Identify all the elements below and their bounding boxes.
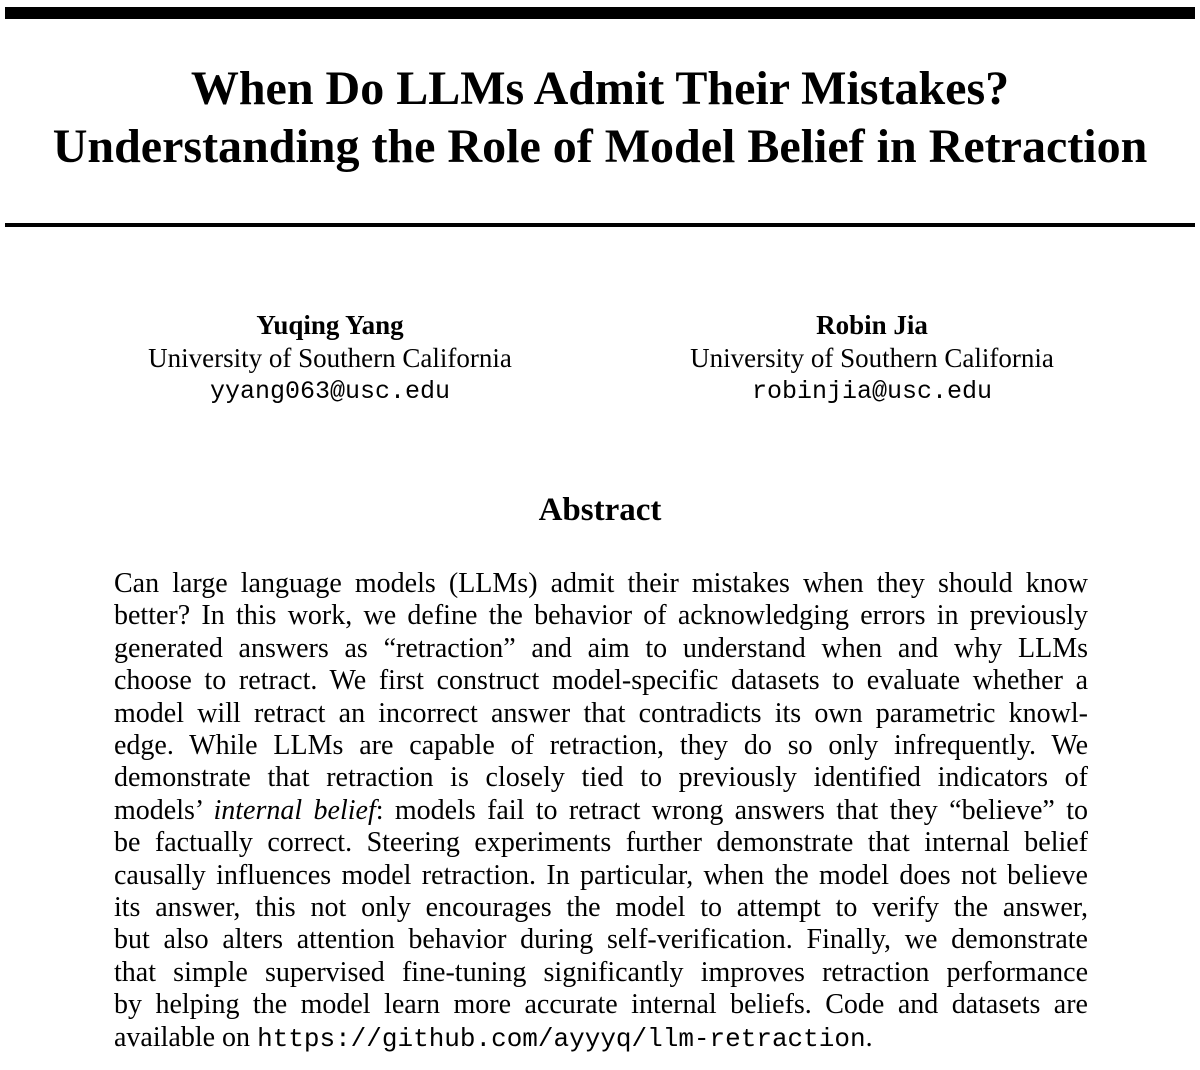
abstract-line: Can large language models (LLMs) admit their mistakes when they should know bbox=[114, 568, 1088, 599]
abstract-text-run: models’ bbox=[114, 794, 214, 826]
repository-link[interactable]: https://github.com/ayyyq/llm-retraction bbox=[257, 1023, 866, 1054]
author-affiliation: University of Southern California bbox=[148, 343, 512, 373]
abstract-line: choose to retract. We first construct model-specific datasets to evaluate whether a bbox=[114, 665, 1088, 697]
abstract-line: that simple supervised fine-tuning significantly improves retraction performance bbox=[114, 956, 1088, 988]
abstract-line: be factually correct. Steering experiments further demonstrate that internal belief bbox=[114, 827, 1088, 859]
abstract-line: its answer, this not only encourages the model to attempt to verify the answer, bbox=[114, 892, 1088, 924]
paper-title bbox=[0, 60, 1200, 176]
abstract-text-run: available on bbox=[114, 1021, 258, 1053]
abstract-line: edge. While LLMs are capable of retraction, they do so only infrequently. We bbox=[114, 730, 1088, 762]
abstract-line: causally influences model retraction. In particular, when the model does not believe bbox=[114, 859, 1088, 891]
author-email[interactable]: yyang063@usc.edu bbox=[209, 377, 451, 406]
abstract-text bbox=[114, 568, 1088, 1055]
abstract-line bbox=[114, 795, 1088, 827]
abstract-line: but also alters attention behavior during self-verification. Finally, we demonstrate bbox=[114, 924, 1088, 956]
title-line-1: When Do LLMs Admit Their Mistakes? bbox=[190, 62, 1010, 115]
author-name: Yuqing Yang bbox=[256, 310, 404, 340]
abstract-line: model will retract an incorrect answer that contradicts its own parametric knowl- bbox=[114, 697, 1088, 729]
abstract-text-run: . bbox=[865, 1021, 873, 1053]
author-block-1 bbox=[80, 309, 580, 408]
abstract-text-run: : models fail to retract wrong answers that they “believe” to bbox=[375, 794, 1088, 826]
author-affiliation: University of Southern California bbox=[690, 343, 1054, 373]
author-email[interactable]: robinjia@usc.edu bbox=[751, 377, 993, 406]
emphasized-term: internal belief bbox=[213, 794, 376, 826]
title-line-2: Understanding the Role of Model Belief in Retraction bbox=[52, 120, 1148, 173]
author-block-2 bbox=[622, 309, 1122, 408]
abstract-line: demonstrate that retraction is closely tied to previously identified indicators of bbox=[114, 762, 1088, 794]
abstract-line: generated answers as “retraction” and aim to understand when and why LLMs bbox=[114, 632, 1088, 664]
author-name: Robin Jia bbox=[816, 310, 928, 340]
abstract-line: by helping the model learn more accurate internal beliefs. Code and datasets are bbox=[114, 989, 1088, 1021]
abstract-line: better? In this work, we define the behavior of acknowledging errors in previously bbox=[114, 600, 1088, 632]
top-rule bbox=[5, 7, 1195, 19]
title-bottom-rule bbox=[5, 223, 1195, 227]
abstract-line bbox=[114, 1022, 1088, 1055]
abstract-heading: Abstract bbox=[538, 492, 662, 528]
